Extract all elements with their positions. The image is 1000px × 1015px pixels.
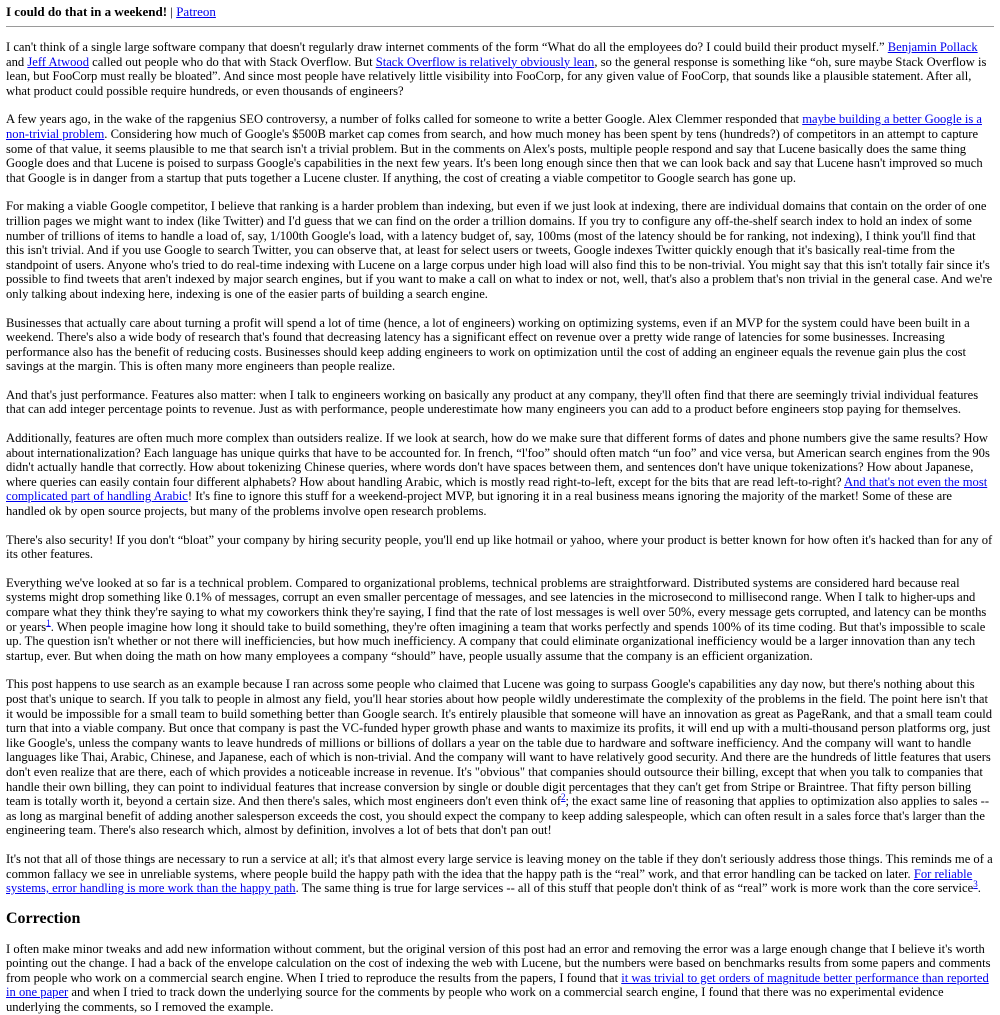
- paragraph-text: I often make minor tweaks and add new information without comment, but the original version of this post had an error and removing the error was a large enough change that I believe it's worth pointing out the change. I had a back of the envelope calculation on the cost of indexing the web with Lucene, but the numbers were based on benchmarks results from some papers and comments from people who work on a commercial search engine. When I tried to reproduce the results from the papers, I found that: [6, 941, 991, 985]
- header-divider: [6, 26, 994, 27]
- arabic-handling-link[interactable]: And that's not even the most complicated part of handling Arabic: [6, 474, 988, 504]
- benjamin-pollack-link[interactable]: Benjamin Pollack: [887, 40, 978, 54]
- paragraph-text: . Considering how much of Google's $500B market cap comes from search, and how much money has been spent by tens (hundreds?) of competitors in an attempt to capture some of that value, it seems plausible to me that search isn't a trivial problem. But in the comments on Alex's posts, multiple people respond and say that Lucene basically does the same thing Google does and that Lucene is poised to surpass Google's capabilities in the next few years. It's been long enough since then that we can look back and say that Lucene hasn't improved so much that Google is in danger from a startup that puts together a Lucene cluster. If anything, the cost of creating a viable competitor to Google search has gone up.: [6, 126, 983, 185]
- paragraph-3: [6, 199, 994, 301]
- paragraph-text: This post happens to use search as an example because I ran across some people who claimed that Lucene was going to surpass Google's capabilities any day now, but there's nothing about this post that's unique to search. If you talk to people in almost any field, you'll hear stories about how people wildly underestimate the complexity of the problems in the field. The point here isn't that it would be impossible for a small team to build something better than Google search. It's entirely plausible that someone will have an innovation as great as PageRank, and that a small team could turn that into a viable company. But once that company is past the VC-funded hyper growth phase and wants to maximize its profits, it will end up with a multi-thousand person platforms org, just like Google's, unless the company wants to leave hundreds of millions or billions of dollars a year on the table due to hardware and software inefficiency. And the company will want to handle languages like Thai, Arabic, Chinese, and Japanese, each of which is non-trivial. And the company will want to have relatively good security. And there are the hundreds of little features that users don't even realize that are there, each of which provides a noticeable increase in revenue. It's "obvious" that companies should outsource their billing, except that when you talk to companies that handle their own billing, they can point to individual features that increase conversion by single or double digit percentages that they can't get from Stripe or Braintree. That fifty person billing team is totally worth it, beyond a certain size. And then there's sales, which most engineers don't even think of: [6, 677, 993, 809]
- paragraph-1: [6, 40, 994, 98]
- lucene-performance-link[interactable]: it was trivial to get orders of magnitude better performance than reported in one paper: [6, 970, 989, 1000]
- paragraph-text: Everything we've looked at so far is a technical problem. Compared to organizational problems, technical problems are straightforward. Distributed systems are considered hard because real systems might drop something like 0.1% of messages, corrupt an even smaller percentage of messages, and see latencies in the microsecond to millisecond range. When I talk to higher-ups and compare what they think they're saying to what my coworkers think they're saying, I find that the rate of lost messages is well over 50%, every message gets corrupted, and latency can be months or years: [6, 575, 987, 634]
- paragraph-text: . The same thing is true for large services -- all of this stuff that people don't think of as “real” work is more work than the core service: [295, 881, 974, 896]
- paragraph-text: . When people imagine how long it should take to build something, they're often imagining a team that works perfectly and spends 100% of its time coding. But that's impossible to scale up. The question isn't whether or not there will inefficiencies, but how much inefficiency. A company that could eliminate organizational inefficiency would be a larger innovation than any tech startup, ever. But when doing the math on how many employees a company “should” have, people usually assume that the company is an efficient organization.: [6, 619, 986, 663]
- footnote-2-link[interactable]: 2: [561, 791, 566, 802]
- article-body: [6, 40, 994, 1015]
- paragraph-4: [6, 316, 994, 374]
- paragraph-text: ! It's fine to ignore this stuff for a weekend-project MVP, but ignoring it in a real business means ignoring the majority of the market! Some of these are handled ok by open source projects, but many of the problems involve open research problems.: [6, 489, 952, 519]
- patreon-link[interactable]: Patreon: [176, 4, 216, 19]
- site-title-link[interactable]: I could do that in a weekend!: [6, 4, 168, 19]
- footnote-1-link[interactable]: 1: [46, 617, 51, 628]
- paragraph-6: [6, 431, 994, 519]
- header-separator: |: [167, 4, 177, 19]
- paragraph-text: called out people who do that with Stack Overflow. But: [89, 54, 376, 69]
- paragraph-8: [6, 576, 994, 664]
- paragraph-text: and when I tried to track down the underlying source for the comments by people who work on a commercial search engine, I found that there was no experimental evidence underlying the comments, so I removed the example.: [6, 985, 944, 1015]
- paragraph-text: For making a viable Google competitor, I believe that ranking is a harder problem than indexing, but even if we just look at indexing, there are individual domains that contain on the order of one trillion pages we might want to index (like Twitter) and I'd guess that we can find on the order a trillion domains. If you try to configure any off-the-shelf search index to hold an index of some number of trillions of items to handle a load of, say, 1/100th Google's load, with a latency budget of, say, 100ms (most of the latency should be for ranking, not indexing), I think you'll find that this isn't trivial. And if you use Google to search Twitter, you can observe that, at least for select users or tweets, Google indexes Twitter quickly enough that it's basically real-time from the standpoint of users. Anyone who's tried to do real-time indexing with Lucene on a large corpus under high load will also find this to be non-trivial. You might say that this isn't totally fair since it's possible to find tweets that aren't indexed by major search engines, but if you want to make a call on what to index or not, well, that's also a problem that's non trivial in the general case. And we're only talking about indexing here, indexing is one of the easier parts of building a search engine.: [6, 199, 993, 301]
- paragraph-text: Businesses that actually care about turning a profit will spend a lot of time (hence, a lot of engineers) working on optimizing systems, even if an MVP for the system could have been built in a weekend. There's also a wide body of research that's found that decreasing latency has a significant effect on revenue over a pretty wide range of latencies for some businesses. Increasing performance also has the benefit of reducing costs. Businesses should keep adding engineers to work on optimization until the cost of adding an engineer equals the revenue gain plus the cost savings at the margin. This is often many more engineers than people realize.: [6, 315, 970, 374]
- error-handling-link[interactable]: For reliable systems, error handling is more work than the happy path: [6, 866, 973, 896]
- paragraph-text: It's not that all of those things are necessary to run a service at all; it's that almost every large service is leaving money on the table if they don't seriously address those things. This reminds me of a common fallacy we see in unreliable systems, where people build the happy path with the idea that the happy path is the “real” work, and that error handling can be tacked on later.: [6, 851, 993, 881]
- paragraph-text: and: [6, 54, 28, 69]
- paragraph-10: [6, 852, 994, 896]
- paragraph-5: [6, 388, 994, 417]
- correction-heading: Correction: [6, 909, 81, 927]
- paragraph-text: And that's just performance. Features also matter: when I talk to engineers working on basically any product at any company, they'll often find that there are seemingly trivial individual features that can add integer percentage points to revenue. Just as with performance, people underestimate how many engineers you can add to a product before engineers stop paying for themselves.: [6, 387, 979, 417]
- paragraph-2: [6, 112, 994, 185]
- paragraph-text: A few years ago, in the wake of the rapgenius SEO controversy, a number of folks called for someone to write a better Google. Alex Clemmer responded that: [6, 112, 803, 127]
- paragraph-text: ; the exact same line of reasoning that applies to optimization also applies to sales -- as long as marginal benefit of adding another salesperson exceeds the cost, you should expect the company to keep adding salespeople, which can often result in a sales force that's larger than the engineering team. There's also research which, almost by definition, involves a lot of bets that don't pan out!: [6, 794, 990, 838]
- paragraph-7: [6, 533, 994, 562]
- paragraph-text: , so the general response is something like “oh, sure maybe Stack Overflow is lean, but FooCorp must really be bloated”. And since most people have relatively little visibility into FooCorp, for any given value of FooCorp, that sounds like a plausible statement. After all, what product could possible require hundreds, or even thousands of engineers?: [6, 54, 987, 98]
- paragraph-9: [6, 677, 994, 838]
- paragraph-text: .: [977, 881, 981, 896]
- jeff-atwood-link[interactable]: Jeff Atwood: [27, 54, 90, 69]
- correction-paragraph: [6, 942, 994, 1015]
- better-google-link[interactable]: maybe building a better Google is a non-trivial problem: [6, 112, 982, 141]
- stack-overflow-lean-link[interactable]: Stack Overflow is relatively obviously lean: [375, 54, 595, 69]
- footnote-3-link[interactable]: 3: [973, 878, 978, 889]
- paragraph-text: I can't think of a single large software company that doesn't regularly draw internet comments of the form “What do all the employees do? I could build their product myself.”: [6, 40, 888, 54]
- paragraph-text: There's also security! If you don't “bloat” your company by hiring security people, you'll end up like hotmail or yahoo, where your product is better known for how often it's hacked than for any of its other features.: [6, 532, 993, 562]
- site-header: [6, 4, 994, 20]
- paragraph-text: Additionally, features are often much more complex than outsiders realize. If we look at search, how do we make sure that different forms of dates and phone numbers give the same results? How about internationalization? Each language has unique quirks that have to be accounted for. In french, “l'foo” should often match “un foo” and vice versa, but American search engines from the 90s didn't actually handle that correctly. How about tokenizing Chinese queries, where words don't have spaces between them, and sentences don't have unique tokenizations? How about Japanese, where queries can easily contain four different alphabets? How about handling Arabic, which is mostly read right-to-left, except for the bits that are read left-to-right?: [6, 431, 990, 489]
